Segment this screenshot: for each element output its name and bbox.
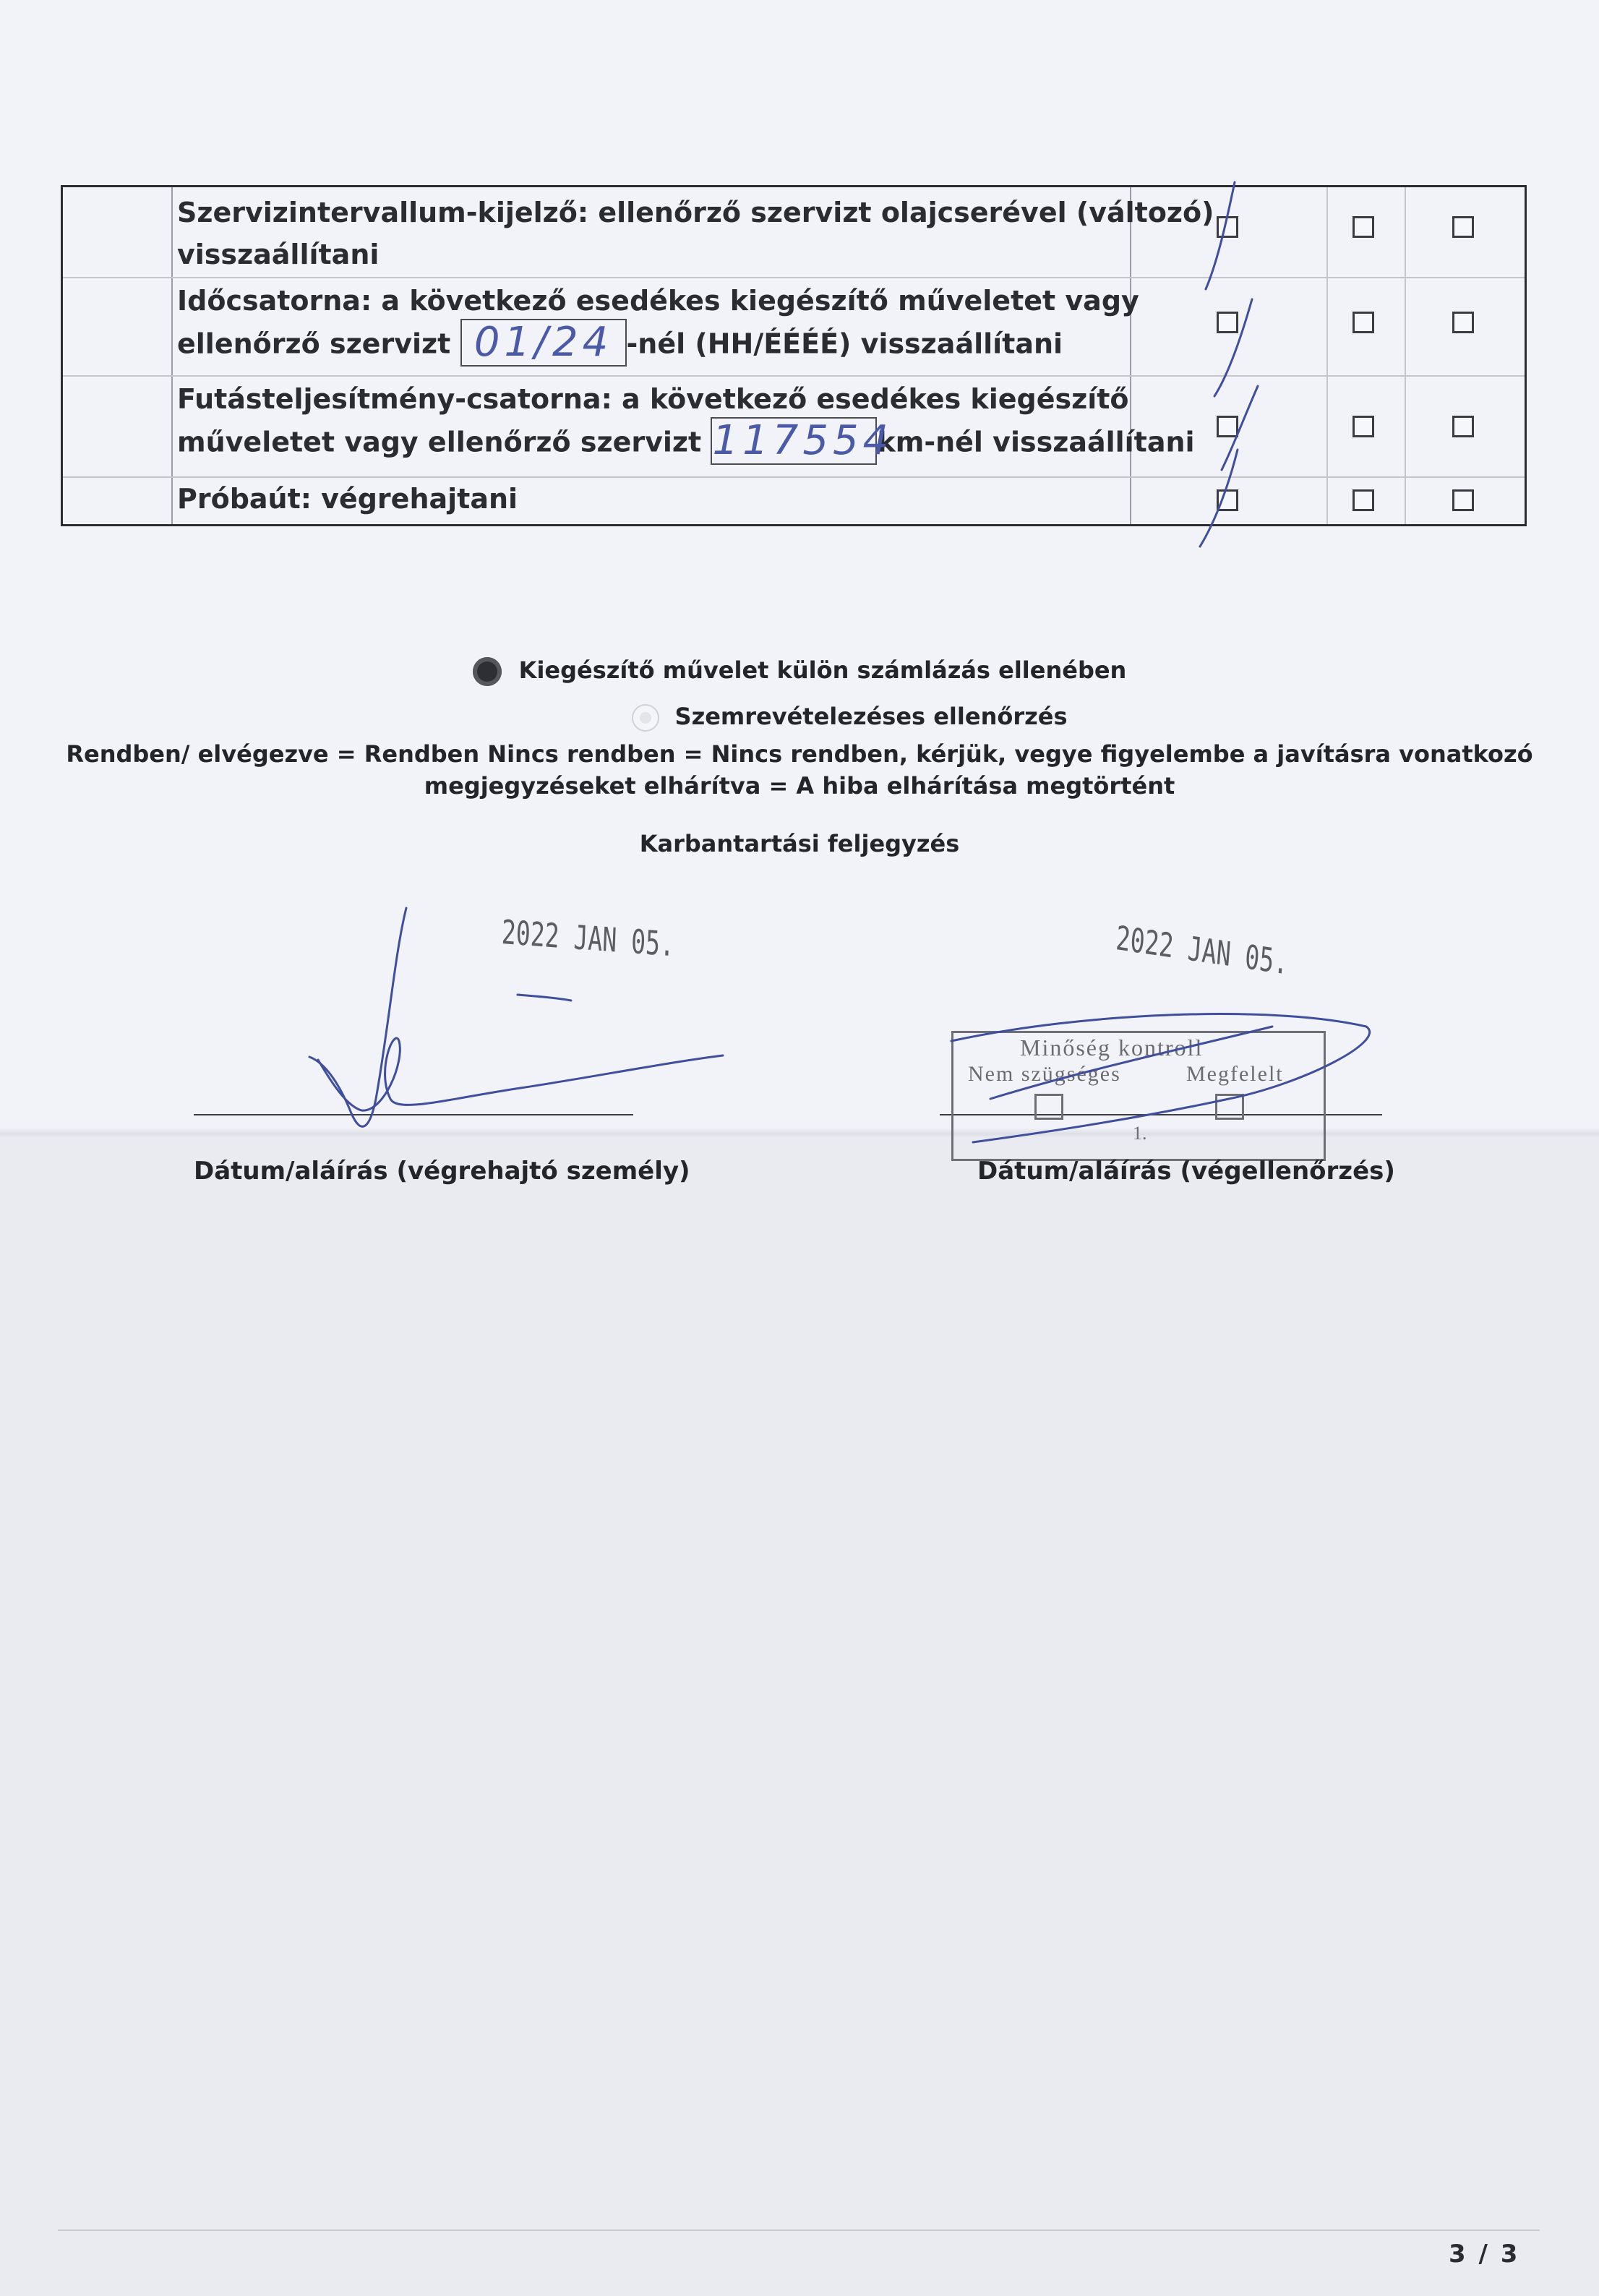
checkbox-not-ok[interactable] [1352, 312, 1374, 333]
table-row [63, 375, 1525, 478]
task-line-prefix: műveletet vagy ellenőrző szervizt [177, 426, 702, 458]
left-date-stamp: 2022 JAN 05. [500, 912, 675, 964]
right-signature-label: Dátum/aláírás (végellenőrzés) [977, 1157, 1395, 1186]
additional-operation-icon [473, 657, 502, 686]
checkbox-not-ok[interactable] [1352, 216, 1374, 238]
qc-option-not-needed: Nem szügséges [968, 1062, 1121, 1086]
footer-divider [58, 2229, 1540, 2231]
qc-checkbox-passed[interactable] [1215, 1094, 1244, 1120]
legend-additional-text: Kiegészítő művelet külön számlázás ellenében [518, 656, 1127, 684]
checkbox-ok[interactable] [1217, 312, 1238, 333]
task-text [177, 192, 1214, 275]
page-lower-half [0, 1135, 1599, 2296]
checkbox-ok[interactable] [1217, 216, 1238, 238]
task-line: Szervizintervallum-kijelző: ellenőrző szervizt olajcserével (változó) [177, 197, 1214, 228]
task-line: visszaállítani [177, 239, 380, 270]
page-upper-half [0, 0, 1599, 1135]
checkbox-ok[interactable] [1217, 416, 1238, 437]
qc-number: 1. [1133, 1123, 1147, 1144]
legend-visual [0, 703, 1599, 730]
task-line: Időcsatorna: a következő esedékes kiegészítő műveletet vagy [177, 285, 1139, 317]
checkbox-not-ok[interactable] [1352, 489, 1374, 511]
table-row [63, 476, 1525, 524]
legend-explanation-2: megjegyzéseket elhárítva = A hiba elhárítása megtörtént [424, 772, 1175, 800]
left-signature-line [194, 1114, 633, 1115]
task-line-suffix: -nél (HH/ÉÉÉÉ) visszaállítani [626, 327, 1063, 360]
task-line [177, 319, 1182, 369]
table-row [63, 277, 1525, 377]
qc-checkbox-not-needed[interactable] [1034, 1094, 1063, 1120]
paper-fold [0, 1128, 1599, 1138]
checkbox-fixed[interactable] [1452, 489, 1474, 511]
quality-control-stamp [951, 1031, 1326, 1161]
legend-visual-text: Szemrevételezéses ellenőrzés [674, 703, 1068, 730]
handwritten-date-field[interactable]: 01/24 [460, 319, 627, 367]
table-row [63, 187, 1525, 278]
checkbox-fixed[interactable] [1452, 312, 1474, 333]
checklist-table [61, 185, 1527, 526]
task-text: Próbaút: végrehajtani [177, 483, 518, 515]
task-line-prefix: ellenőrző szervizt [177, 327, 451, 360]
page-number: 3 / 3 [1449, 2240, 1520, 2269]
checkbox-fixed[interactable] [1452, 216, 1474, 238]
qc-option-passed: Megfelelt [1186, 1062, 1284, 1086]
legend-additional [0, 656, 1599, 686]
visual-inspection-icon [633, 706, 658, 730]
left-signature-label: Dátum/aláírás (végrehajtó személy) [194, 1157, 690, 1186]
handwritten-mileage-field[interactable]: 117554 [712, 417, 893, 464]
task-line: Futásteljesítmény-csatorna: a következő esedékes kiegészítő [177, 383, 1129, 415]
checkbox-ok[interactable] [1217, 489, 1238, 511]
task-line-suffix: km-nél visszaállítani [877, 426, 1195, 458]
qc-title: Minőség kontroll [1020, 1035, 1204, 1061]
maintenance-note-title: Karbantartási feljegyzés [639, 830, 960, 857]
right-date-stamp: 2022 JAN 05. [1114, 918, 1290, 982]
task-line [177, 417, 1195, 468]
checkbox-fixed[interactable] [1452, 416, 1474, 437]
task-text [177, 378, 1195, 468]
checkbox-not-ok[interactable] [1352, 416, 1374, 437]
legend-explanation-1: Rendben/ elvégezve = Rendben Nincs rendben = Nincs rendben, kérjük, vegye figyelembe a javításra vonatkozó [66, 740, 1533, 768]
task-text [177, 280, 1182, 369]
